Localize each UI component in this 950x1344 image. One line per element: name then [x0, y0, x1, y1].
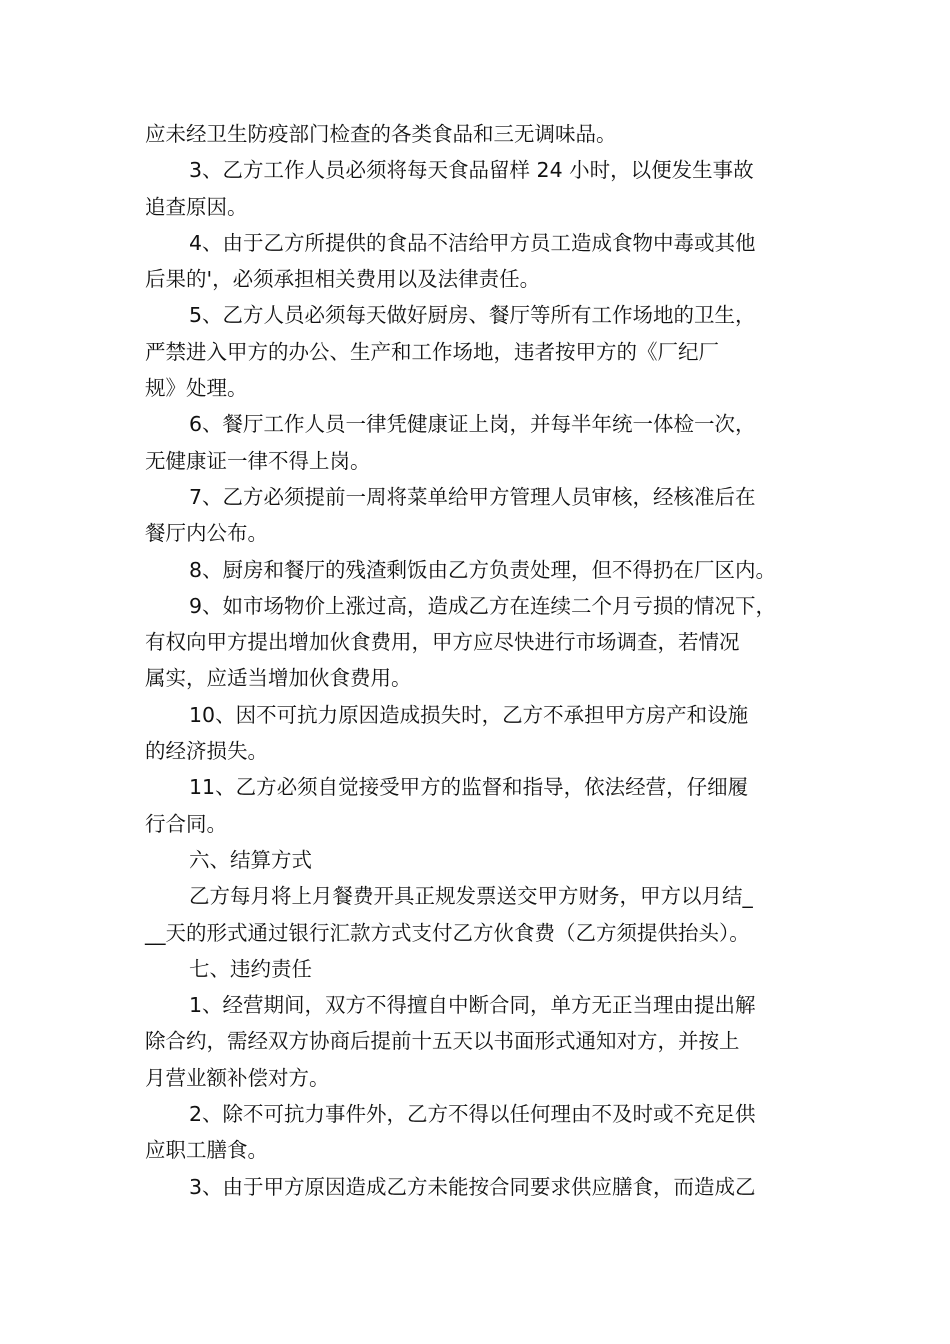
text-line: 6、餐厅工作人员一律凭健康证上岗，并每半年统一体检一次， — [189, 412, 756, 437]
text-line: 应未经卫生防疫部门检查的各类食品和三无调味品。 — [145, 122, 617, 146]
text-line: 餐厅内公布。 — [145, 521, 268, 546]
text-line: 后果的'，必须承担相关费用以及法律责任。 — [145, 267, 541, 292]
text-line: __天的形式通过银行汇款方式支付乙方伙食费（乙方须提供抬头）。 — [145, 920, 750, 945]
text-line: 8、厨房和餐厅的残渣剩饭由乙方负责处理，但不得扔在厂区内。 — [189, 557, 777, 582]
text-line: 六、结算方式 — [189, 847, 312, 872]
text-line: 月营业额补偿对方。 — [145, 1065, 330, 1090]
text-line: 3、乙方工作人员必须将每天食品留样 24 小时，以便发生事故 — [189, 158, 754, 183]
text-line: 严禁进入甲方的办公、生产和工作场地，违者按甲方的《厂纪厂 — [145, 339, 719, 364]
text-line: 应职工膳食。 — [145, 1138, 268, 1163]
text-line: 5、乙方人员必须每天做好厨房、餐厅等所有工作场地的卫生， — [189, 303, 756, 328]
text-line: 的经济损失。 — [145, 739, 268, 764]
text-line: 10、因不可抗力原因造成损失时，乙方不承担甲方房产和设施 — [189, 702, 749, 727]
text-line: 有权向甲方提出增加伙食费用，甲方应尽快进行市场调查，若情况 — [145, 630, 740, 655]
text-line: 2、除不可抗力事件外，乙方不得以任何理由不及时或不充足供 — [189, 1102, 756, 1127]
text-line: 行合同。 — [145, 811, 227, 836]
text-line: 9、如市场物价上涨过高，造成乙方在连续二个月亏损的情况下， — [189, 593, 777, 618]
text-line: 除合约，需经双方协商后提前十五天以书面形式通知对方，并按上 — [145, 1029, 740, 1054]
text-line: 11、乙方必须自觉接受甲方的监督和指导，依法经营，仔细履 — [189, 775, 749, 800]
text-line: 追查原因。 — [145, 194, 248, 219]
text-line: 七、违约责任 — [189, 956, 312, 981]
text-line: 乙方每月将上月餐费开具正规发票送交甲方财务，甲方以月结_ — [189, 884, 753, 909]
text-line: 7、乙方必须提前一周将菜单给甲方管理人员审核，经核准后在 — [189, 484, 756, 509]
text-line: 3、由于甲方原因造成乙方未能按合同要求供应膳食，而造成乙 — [189, 1174, 756, 1199]
text-line: 规》处理。 — [145, 376, 248, 401]
document-body — [145, 116, 815, 1205]
text-line: 1、经营期间，双方不得擅自中断合同，单方无正当理由提出解 — [189, 993, 756, 1018]
text-line: 属实，应适当增加伙食费用。 — [145, 666, 412, 691]
text-line: 4、由于乙方所提供的食品不洁给甲方员工造成食物中毒或其他 — [189, 230, 756, 255]
text-line: 无健康证一律不得上岗。 — [145, 448, 371, 473]
